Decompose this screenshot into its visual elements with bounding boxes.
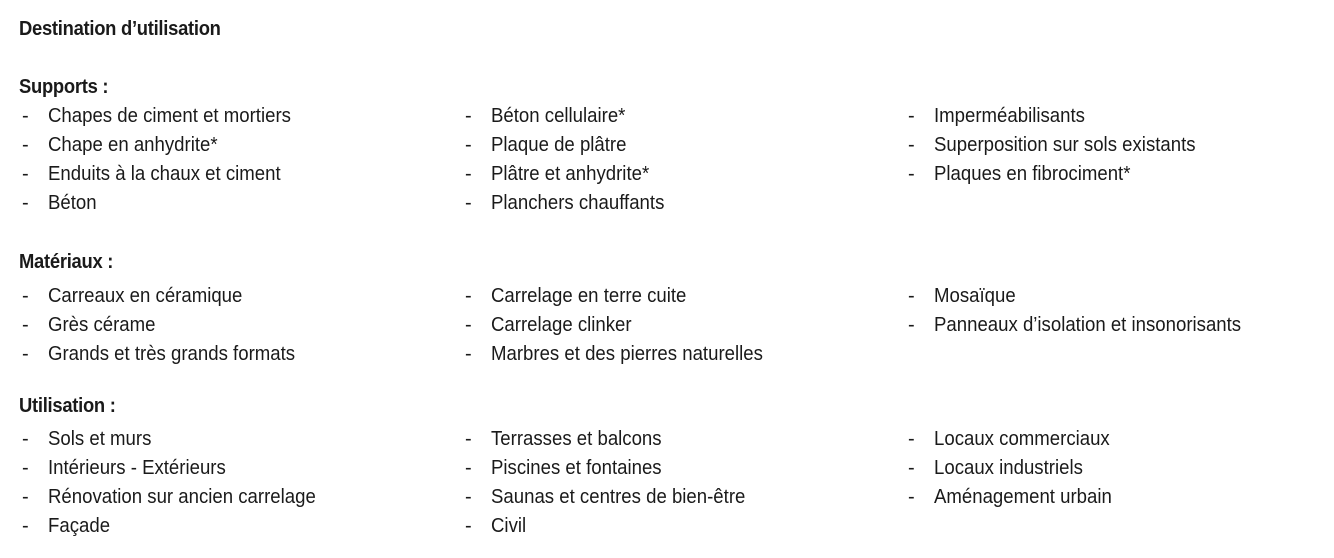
bullet-dash: - [465, 314, 472, 336]
bullet-dash: - [465, 134, 472, 156]
bullet-dash: - [465, 163, 472, 185]
bullet-dash: - [908, 285, 915, 307]
bullet-dash: - [908, 457, 915, 479]
list-item-label: Carrelage clinker [491, 314, 632, 336]
list-item-label: Plâtre et anhydrite* [491, 163, 650, 185]
list-item-label: Mosaïque [934, 285, 1016, 307]
bullet-dash: - [22, 486, 29, 508]
bullet-dash: - [908, 428, 915, 450]
bullet-dash: - [465, 428, 472, 450]
bullet-dash: - [465, 343, 472, 365]
bullet-dash: - [22, 134, 29, 156]
list-item-label: Chapes de ciment et mortiers [48, 105, 291, 127]
bullet-dash: - [22, 163, 29, 185]
list-item-label: Grands et très grands formats [48, 343, 296, 365]
list-item-label: Carreaux en céramique [48, 285, 243, 307]
bullet-dash: - [22, 343, 29, 365]
bullet-dash: - [465, 105, 472, 127]
list-item-label: Marbres et des pierres naturelles [491, 343, 763, 365]
list-item-label: Plaques en fibrociment* [934, 163, 1131, 185]
bullet-dash: - [465, 457, 472, 479]
bullet-dash: - [908, 163, 915, 185]
list-item-label: Intérieurs - Extérieurs [48, 457, 226, 479]
list-item-label: Sols et murs [48, 428, 152, 450]
list-item-label: Planchers chauffants [491, 192, 665, 214]
bullet-dash: - [22, 515, 29, 537]
list-item-label: Béton cellulaire* [491, 105, 626, 127]
list-item-label: Plaque de plâtre [491, 134, 627, 156]
list-item-label: Locaux industriels [934, 457, 1083, 479]
list-item-label: Aménagement urbain [934, 486, 1112, 508]
bullet-dash: - [22, 285, 29, 307]
bullet-dash: - [908, 134, 915, 156]
list-item-label: Superposition sur sols existants [934, 134, 1196, 156]
bullet-dash: - [465, 285, 472, 307]
bullet-dash: - [465, 192, 472, 214]
list-item-label: Carrelage en terre cuite [491, 285, 687, 307]
list-item-label: Enduits à la chaux et ciment [48, 163, 281, 185]
list-item-label: Locaux commerciaux [934, 428, 1110, 450]
section-heading: Utilisation : [19, 395, 116, 417]
page-title: Destination d’utilisation [19, 18, 221, 40]
bullet-dash: - [908, 314, 915, 336]
bullet-dash: - [22, 192, 29, 214]
bullet-dash: - [908, 486, 915, 508]
bullet-dash: - [22, 314, 29, 336]
section-heading: Matériaux : [19, 251, 114, 273]
list-item-label: Terrasses et balcons [491, 428, 662, 450]
list-item-label: Béton [48, 192, 97, 214]
list-item-label: Saunas et centres de bien-être [491, 486, 746, 508]
list-item-label: Façade [48, 515, 111, 537]
list-item-label: Piscines et fontaines [491, 457, 662, 479]
bullet-dash: - [465, 486, 472, 508]
section-heading: Supports : [19, 76, 109, 98]
bullet-dash: - [465, 515, 472, 537]
bullet-dash: - [22, 105, 29, 127]
list-item-label: Chape en anhydrite* [48, 134, 218, 156]
bullet-dash: - [908, 105, 915, 127]
list-item-label: Imperméabilisants [934, 105, 1085, 127]
list-item-label: Panneaux d’isolation et insonorisants [934, 314, 1242, 336]
list-item-label: Rénovation sur ancien carrelage [48, 486, 316, 508]
list-item-label: Grès cérame [48, 314, 156, 336]
list-item-label: Civil [491, 515, 527, 537]
bullet-dash: - [22, 457, 29, 479]
bullet-dash: - [22, 428, 29, 450]
